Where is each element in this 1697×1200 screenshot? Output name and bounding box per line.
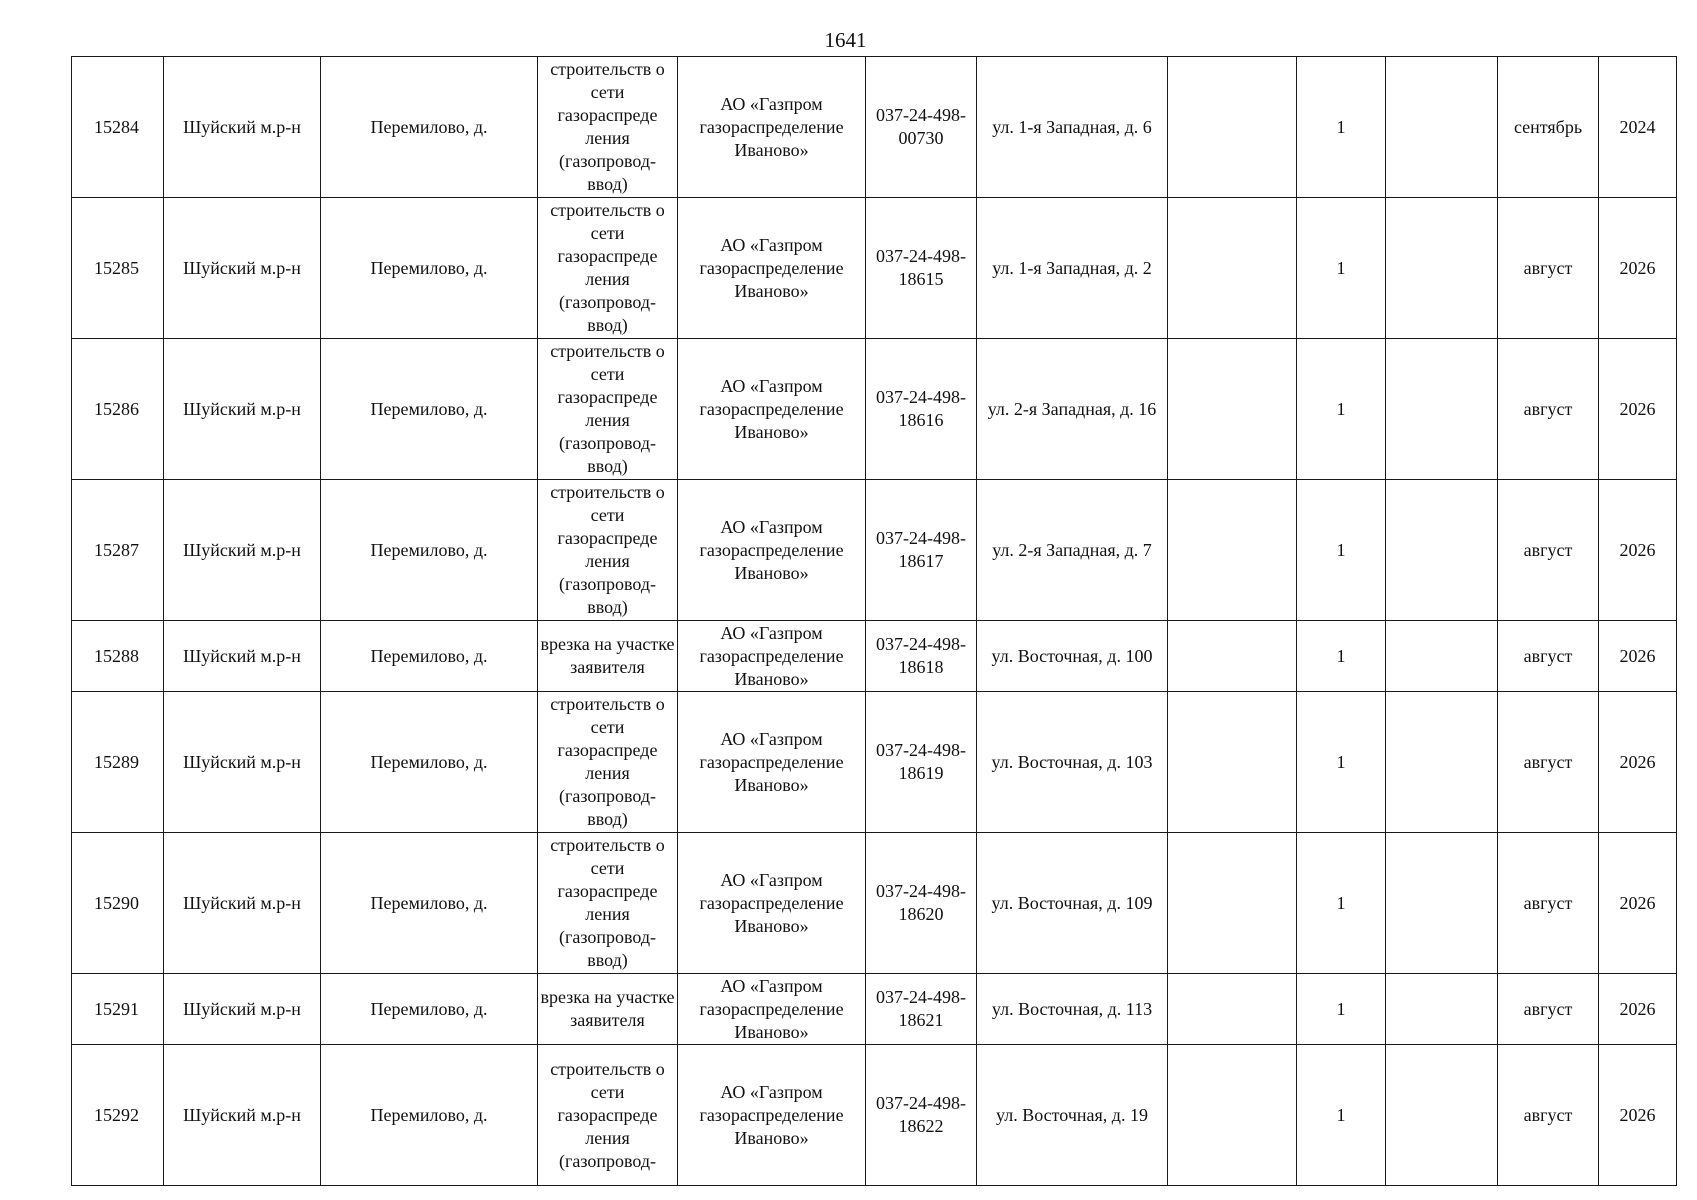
year-cell: 2026 bbox=[1599, 833, 1677, 974]
table-row bbox=[72, 198, 1677, 339]
record-number-cell: 15288 bbox=[72, 621, 164, 692]
address-cell: ул. Восточная, д. 103 bbox=[977, 692, 1168, 833]
count-cell: 1 bbox=[1297, 621, 1386, 692]
district-cell: Шуйский м.р-н bbox=[164, 480, 321, 621]
blank-cell bbox=[1168, 198, 1297, 339]
count-cell: 1 bbox=[1297, 480, 1386, 621]
record-number-cell: 15290 bbox=[72, 833, 164, 974]
blank-cell bbox=[1386, 57, 1498, 198]
table-row bbox=[72, 692, 1677, 833]
blank-cell bbox=[1386, 480, 1498, 621]
blank-cell bbox=[1168, 974, 1297, 1045]
application-code-cell: 037-24-498-18615 bbox=[866, 198, 977, 339]
locality-cell: Перемилово, д. bbox=[321, 1045, 538, 1186]
work-type-cell: строительств о сети газораспреде ления (газопровод-ввод) bbox=[538, 57, 678, 198]
blank-cell bbox=[1386, 974, 1498, 1045]
record-number-cell: 15291 bbox=[72, 974, 164, 1045]
address-cell: ул. 2-я Западная, д. 7 bbox=[977, 480, 1168, 621]
year-cell: 2026 bbox=[1599, 198, 1677, 339]
application-code-cell: 037-24-498-00730 bbox=[866, 57, 977, 198]
year-cell: 2024 bbox=[1599, 57, 1677, 198]
locality-cell: Перемилово, д. bbox=[321, 480, 538, 621]
work-type-cell: врезка на участке заявителя bbox=[538, 974, 678, 1045]
organization-cell: АО «Газпром газораспределение Иваново» bbox=[678, 974, 866, 1045]
blank-cell bbox=[1168, 57, 1297, 198]
blank-cell bbox=[1168, 480, 1297, 621]
count-cell: 1 bbox=[1297, 974, 1386, 1045]
locality-cell: Перемилово, д. bbox=[321, 692, 538, 833]
locality-cell: Перемилово, д. bbox=[321, 57, 538, 198]
address-cell: ул. Восточная, д. 19 bbox=[977, 1045, 1168, 1186]
table-body bbox=[72, 57, 1677, 1186]
organization-cell: АО «Газпром газораспределение Иваново» bbox=[678, 1045, 866, 1186]
table-row bbox=[72, 1045, 1677, 1186]
application-code-cell: 037-24-498-18620 bbox=[866, 833, 977, 974]
application-code-cell: 037-24-498-18618 bbox=[866, 621, 977, 692]
record-number-cell: 15287 bbox=[72, 480, 164, 621]
district-cell: Шуйский м.р-н bbox=[164, 57, 321, 198]
table-row bbox=[72, 480, 1677, 621]
blank-cell bbox=[1168, 692, 1297, 833]
work-type-cell: строительств о сети газораспреде ления (газопровод-ввод) bbox=[538, 339, 678, 480]
address-cell: ул. 1-я Западная, д. 2 bbox=[977, 198, 1168, 339]
year-cell: 2026 bbox=[1599, 339, 1677, 480]
district-cell: Шуйский м.р-н bbox=[164, 621, 321, 692]
organization-cell: АО «Газпром газораспределение Иваново» bbox=[678, 621, 866, 692]
month-cell: сентябрь bbox=[1498, 57, 1599, 198]
application-code-cell: 037-24-498-18619 bbox=[866, 692, 977, 833]
record-number-cell: 15284 bbox=[72, 57, 164, 198]
table-row bbox=[72, 974, 1677, 1045]
table-row bbox=[72, 833, 1677, 974]
count-cell: 1 bbox=[1297, 198, 1386, 339]
month-cell: август bbox=[1498, 833, 1599, 974]
record-number-cell: 15285 bbox=[72, 198, 164, 339]
work-type-cell: строительств о сети газораспреде ления (газопровод-ввод) bbox=[538, 833, 678, 974]
application-code-cell: 037-24-498-18616 bbox=[866, 339, 977, 480]
gasification-register-table bbox=[71, 56, 1677, 1186]
count-cell: 1 bbox=[1297, 57, 1386, 198]
organization-cell: АО «Газпром газораспределение Иваново» bbox=[678, 198, 866, 339]
blank-cell bbox=[1386, 339, 1498, 480]
locality-cell: Перемилово, д. bbox=[321, 339, 538, 480]
record-number-cell: 15286 bbox=[72, 339, 164, 480]
district-cell: Шуйский м.р-н bbox=[164, 339, 321, 480]
work-type-cell: строительств о сети газораспреде ления (газопровод-ввод) bbox=[538, 198, 678, 339]
organization-cell: АО «Газпром газораспределение Иваново» bbox=[678, 57, 866, 198]
count-cell: 1 bbox=[1297, 339, 1386, 480]
locality-cell: Перемилово, д. bbox=[321, 974, 538, 1045]
district-cell: Шуйский м.р-н bbox=[164, 692, 321, 833]
locality-cell: Перемилово, д. bbox=[321, 198, 538, 339]
district-cell: Шуйский м.р-н bbox=[164, 198, 321, 339]
work-type-cell: врезка на участке заявителя bbox=[538, 621, 678, 692]
work-type-cell: строительств о сети газораспреде ления (газопровод-ввод) bbox=[538, 692, 678, 833]
blank-cell bbox=[1386, 621, 1498, 692]
year-cell: 2026 bbox=[1599, 692, 1677, 833]
count-cell: 1 bbox=[1297, 692, 1386, 833]
address-cell: ул. 2-я Западная, д. 16 bbox=[977, 339, 1168, 480]
page-number-text: 1641 bbox=[824, 28, 867, 52]
year-cell: 2026 bbox=[1599, 974, 1677, 1045]
address-cell: ул. Восточная, д. 100 bbox=[977, 621, 1168, 692]
work-type-cell: строительств о сети газораспреде ления (газопровод-ввод) bbox=[538, 480, 678, 621]
application-code-cell: 037-24-498-18622 bbox=[866, 1045, 977, 1186]
month-cell: август bbox=[1498, 621, 1599, 692]
count-cell: 1 bbox=[1297, 833, 1386, 974]
year-cell: 2026 bbox=[1599, 1045, 1677, 1186]
count-cell: 1 bbox=[1297, 1045, 1386, 1186]
month-cell: август bbox=[1498, 198, 1599, 339]
page-number bbox=[0, 28, 1697, 52]
district-cell: Шуйский м.р-н bbox=[164, 833, 321, 974]
district-cell: Шуйский м.р-н bbox=[164, 974, 321, 1045]
district-cell: Шуйский м.р-н bbox=[164, 1045, 321, 1186]
year-cell: 2026 bbox=[1599, 621, 1677, 692]
table-row bbox=[72, 57, 1677, 198]
month-cell: август bbox=[1498, 1045, 1599, 1186]
organization-cell: АО «Газпром газораспределение Иваново» bbox=[678, 833, 866, 974]
record-number-cell: 15289 bbox=[72, 692, 164, 833]
blank-cell bbox=[1168, 621, 1297, 692]
address-cell: ул. Восточная, д. 109 bbox=[977, 833, 1168, 974]
blank-cell bbox=[1386, 833, 1498, 974]
month-cell: август bbox=[1498, 692, 1599, 833]
year-cell: 2026 bbox=[1599, 480, 1677, 621]
address-cell: ул. Восточная, д. 113 bbox=[977, 974, 1168, 1045]
month-cell: август bbox=[1498, 480, 1599, 621]
blank-cell bbox=[1386, 692, 1498, 833]
blank-cell bbox=[1168, 1045, 1297, 1186]
blank-cell bbox=[1168, 833, 1297, 974]
blank-cell bbox=[1386, 198, 1498, 339]
month-cell: август bbox=[1498, 974, 1599, 1045]
locality-cell: Перемилово, д. bbox=[321, 621, 538, 692]
locality-cell: Перемилово, д. bbox=[321, 833, 538, 974]
address-cell: ул. 1-я Западная, д. 6 bbox=[977, 57, 1168, 198]
work-type-cell: строительств о сети газораспреде ления (газопровод- bbox=[538, 1045, 678, 1186]
month-cell: август bbox=[1498, 339, 1599, 480]
organization-cell: АО «Газпром газораспределение Иваново» bbox=[678, 480, 866, 621]
blank-cell bbox=[1386, 1045, 1498, 1186]
table-row bbox=[72, 339, 1677, 480]
record-number-cell: 15292 bbox=[72, 1045, 164, 1186]
organization-cell: АО «Газпром газораспределение Иваново» bbox=[678, 692, 866, 833]
application-code-cell: 037-24-498-18617 bbox=[866, 480, 977, 621]
blank-cell bbox=[1168, 339, 1297, 480]
organization-cell: АО «Газпром газораспределение Иваново» bbox=[678, 339, 866, 480]
application-code-cell: 037-24-498-18621 bbox=[866, 974, 977, 1045]
table-row bbox=[72, 621, 1677, 692]
